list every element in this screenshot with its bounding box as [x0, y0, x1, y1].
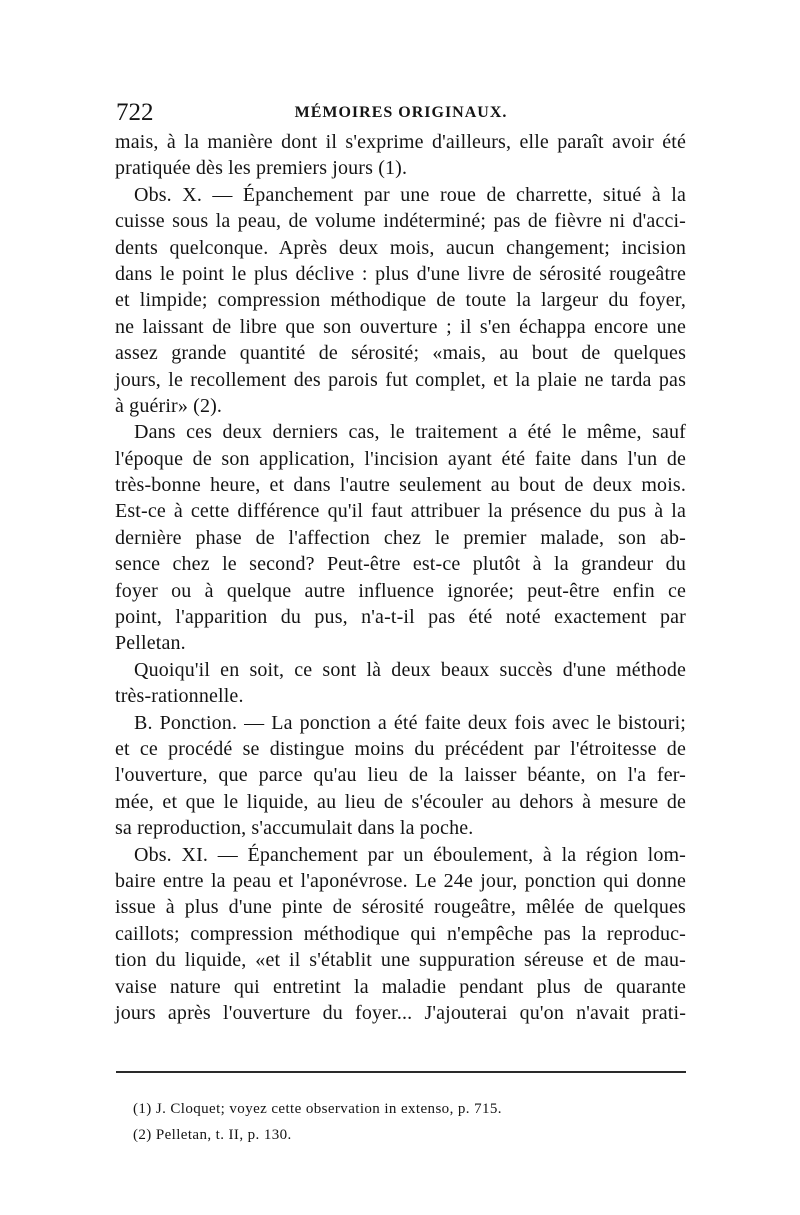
- text-line: dernière phase de l'affection chez le premier malade, son ab-: [115, 526, 686, 549]
- text-line: sence chez le second? Peut-être est-ce plutôt à la grandeur du: [115, 553, 686, 576]
- text-line: Obs. X. — Épanchement par une roue de charrette, situé à la: [134, 183, 686, 206]
- text-line: cuisse sous la peau, de volume indéterminé; pas de fièvre ni d'acci-: [115, 210, 686, 233]
- text-line: jours après l'ouverture du foyer... J'ajouterai qu'on n'avait prati-: [115, 1001, 686, 1024]
- text-line: B. Ponction. — La ponction a été faite deux fois avec le bistouri;: [134, 711, 686, 734]
- page-number: 722: [116, 99, 154, 126]
- text-line: mais, à la manière dont il s'exprime d'ailleurs, elle paraît avoir été: [115, 131, 686, 153]
- text-line: vaise nature qui entretint la maladie pendant plus de quarante: [115, 975, 686, 998]
- text-line: Obs. XI. — Épanchement par un éboulement, à la région lom-: [134, 843, 686, 866]
- text-line: et ce procédé se distingue moins du précédent par l'étroitesse de: [115, 737, 686, 760]
- footnotes: [133, 1096, 673, 1148]
- text-line: l'ouverture, que parce qu'au lieu de la laisser béante, on l'a fer-: [115, 764, 686, 787]
- text-line: issue à plus d'une pinte de sérosité rougeâtre, mêlée de quelques: [115, 896, 686, 919]
- text-line: très-rationnelle.: [115, 685, 244, 708]
- running-head: MÉMOIRES ORIGINAUX.: [294, 104, 508, 121]
- footnote: (2) Pelletan, t. II, p. 130.: [133, 1127, 292, 1143]
- text-line: ne laissant de libre que son ouverture ; il s'en échappa encore une: [115, 315, 686, 338]
- text-line: jours, le recollement des parois fut complet, et la plaie ne tarda pas: [115, 368, 686, 391]
- text-line: baire entre la peau et l'aponévrose. Le 24e jour, ponction qui donne: [115, 869, 686, 892]
- text-line: à guérir» (2).: [115, 394, 223, 417]
- footnote-rule: [116, 1071, 686, 1073]
- text-line: Pelletan.: [115, 632, 186, 655]
- text-line: Est-ce à cette différence qu'il faut attribuer la présence du pus à la: [115, 500, 686, 523]
- text-line: sa reproduction, s'accumulait dans la poche.: [115, 817, 474, 840]
- text-line: assez grande quantité de sérosité; «mais, au bout de quelques: [115, 342, 686, 365]
- text-line: Quoiqu'il en soit, ce sont là deux beaux succès d'une méthode: [134, 658, 686, 681]
- text-line: et limpide; compression méthodique de toute la largeur du foyer,: [115, 289, 686, 312]
- body-text: [115, 129, 686, 1026]
- text-line: point, l'apparition du pus, n'a-t-il pas été noté exactement par: [115, 606, 686, 629]
- page-header: [116, 96, 686, 130]
- text-line: Dans ces deux derniers cas, le traitement a été le même, sauf: [134, 421, 686, 444]
- text-line: tion du liquide, «et il s'établit une suppuration séreuse et de mau-: [115, 949, 686, 972]
- text-line: caillots; compression méthodique qui n'empêche pas la reproduc-: [115, 922, 686, 945]
- text-line: l'époque de son application, l'incision ayant été faite dans l'un de: [115, 447, 686, 470]
- text-line: très-bonne heure, et dans l'autre seulement au bout de deux mois.: [115, 474, 686, 497]
- text-line: dents quelconque. Après deux mois, aucun changement; incision: [115, 236, 686, 259]
- text-line: dans le point le plus déclive : plus d'une livre de sérosité rougeâtre: [115, 262, 686, 285]
- footnote: (1) J. Cloquet; voyez cette observation in extenso, p. 715.: [133, 1101, 502, 1117]
- text-line: pratiquée dès les premiers jours (1).: [115, 157, 408, 180]
- text-line: mée, et que le liquide, au lieu de s'écouler au dehors à mesure de: [115, 790, 686, 813]
- text-line: foyer ou à quelque autre influence ignorée; peut-être enfin ce: [115, 579, 686, 602]
